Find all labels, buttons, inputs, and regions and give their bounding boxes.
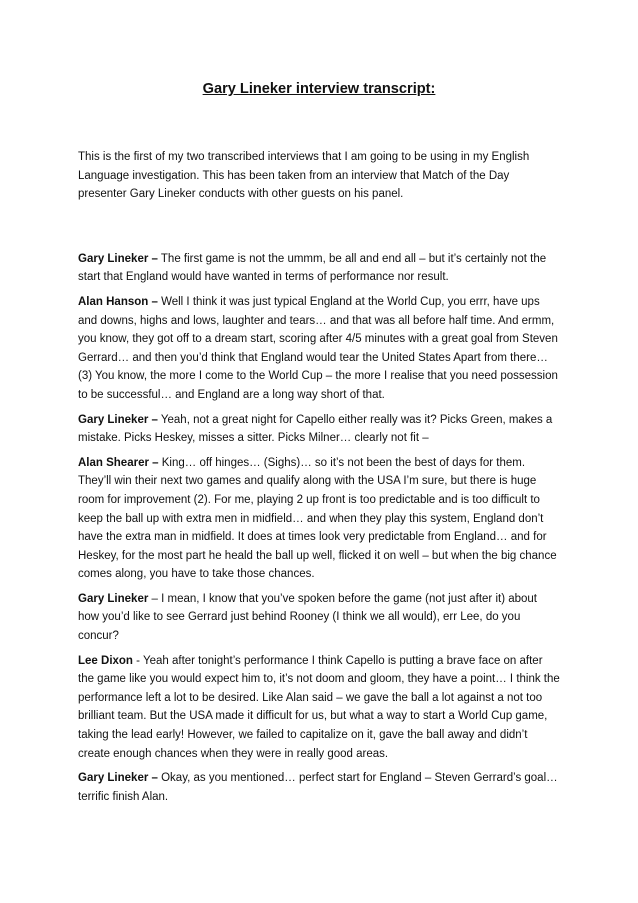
speech-text: The first game is not the ummm, be all and end all – but it’s certainly not the start that England would have wanted in terms of performance nor result. [78,252,547,284]
speaker-name: Gary Lineker – [78,413,158,426]
speech-text: King… off hinges… (Sighs)… so it’s not been the best of days for them. They’ll win their next two games and qualify along with the USA I’m sure, but there is huge room for improvement (2). For me, playing 2 up front is too predictable and is too difficult to keep the ball up with extra men in midfield… and when they play this system, England don’t have the extra man in midfield. It does at times look very predictable from England… and for Heskey, for the most part he heald the ball up well, flicked it on well – but when the big chance comes along, you have to take those chances. [78,456,557,581]
transcript-turn [78,652,560,764]
speaker-name: Gary Lineker – [78,772,158,785]
speaker-name: Gary Lineker – [78,252,158,265]
speaker-name: Lee Dixon [78,654,133,667]
speech-text: - Yeah after tonight’s performance I think Capello is putting a brave face on after the game like you would expect him to, it’s not doom and gloom, they have a point… I think the performance left a lot to be desired. Like Alan said – we gave the ball a lot against a not too brilliant team. But the USA made it difficult for us, but what a way to start a World Cup game, taking the lead early! However, we failed to capitalize on it, gave the ball away and didn’t create enough chances when they were in really good areas. [78,654,560,760]
document-title: Gary Lineker interview transcript: [202,81,436,97]
transcript-turn [78,293,560,405]
transcript-turn [78,590,560,646]
speaker-name: Alan Hanson – [78,295,158,308]
transcript-turn [78,454,560,584]
transcript [78,250,560,807]
speech-text: Yeah, not a great night for Capello either really was it? Picks Green, makes a mistake. Picks Heskey, misses a sitter. Picks Milner… clearly not fit – [78,413,553,445]
speaker-name: Alan Shearer – [78,456,159,469]
speech-text: Okay, as you mentioned… perfect start for England – Steven Gerrard’s goal… terrific finish Alan. [78,772,558,803]
intro-paragraph: This is the first of my two transcribed interviews that I am going to be using in my English Language investigation. This has been taken from an interview that Match of the Day presenter Gary Lineker conducts with other guests on his panel. [78,151,530,201]
speaker-name: Gary Lineker [78,592,149,605]
speech-text: – I mean, I know that you’ve spoken before the game (not just after it) about how you’d like to see Gerrard just behind Rooney (I think we all would), err Lee, do you concur? [78,592,537,643]
transcript-turn [78,411,560,448]
transcript-turn [78,769,560,806]
speech-text: Well I think it was just typical England at the World Cup, you errr, have ups and downs, highs and lows, laughter and tears… and that was all before half time. And ermm, you know, they got off to a dream start, scoring after 4/5 minutes with a great goal from Steven Gerrard… and then you’d think that England would tear the United States Apart from there… (3) You know, the more I come to the World Cup – the more I realise that you need possession to be successful… and England are a long way short of that. [78,295,558,401]
transcript-turn [78,250,560,287]
